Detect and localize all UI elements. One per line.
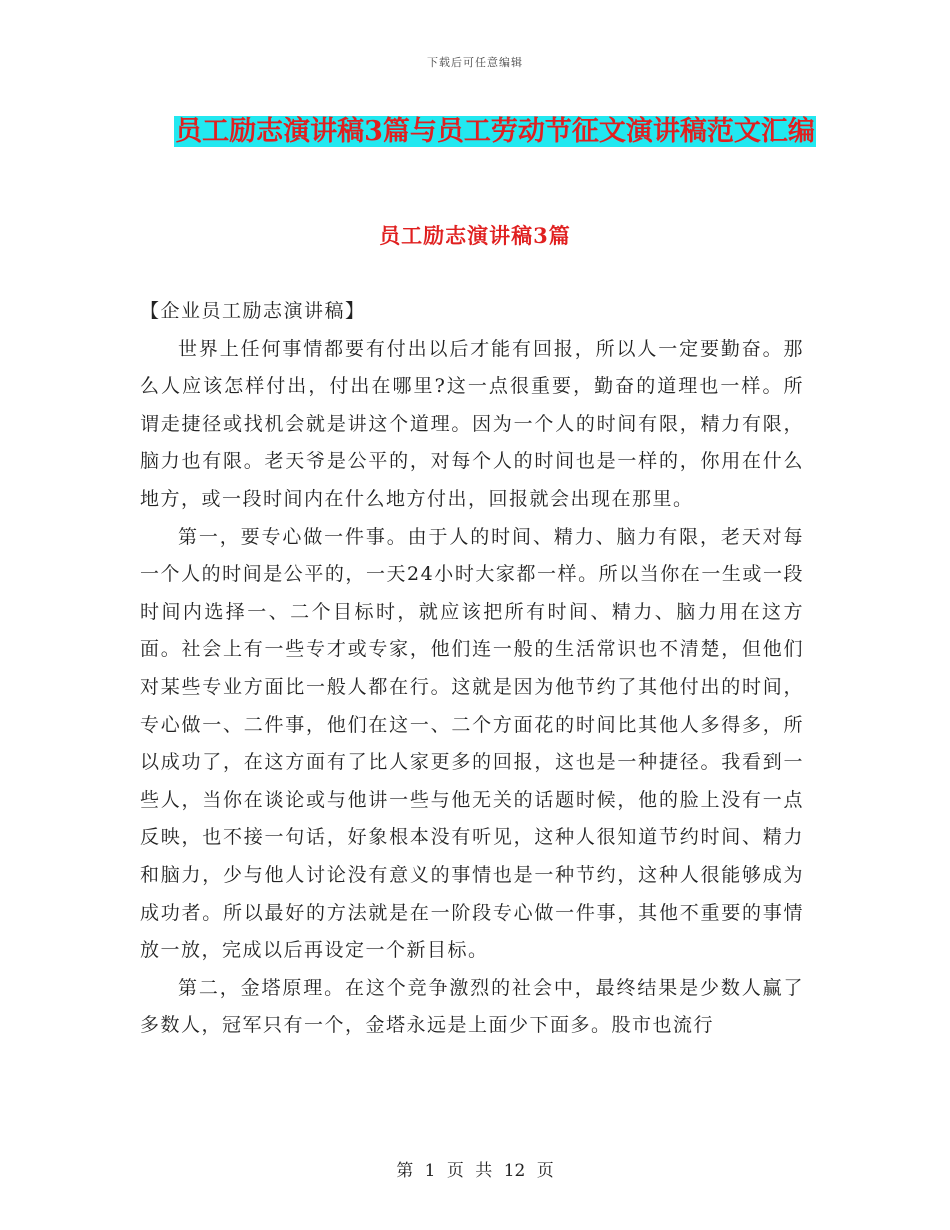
section-heading: 员工励志演讲稿3篇 [379,223,571,248]
body-paragraph: 第二，金塔原理。在这个竞争激烈的社会中，最终结果是少数人赢了多数人，冠军只有一个，金塔永远是上面少下面多。股市也流行 [140,976,804,1037]
body-paragraph: 第一，要专心做一件事。由于人的时间、精力、脑力有限，老天对每一个人的时间是公平的，一天24小时大家都一样。所以当你在一生或一段时间内选择一、二个目标时，就应该把所有时间、精力、脑力用在这方面。社会上有一些专才或专家，他们连一般的生活常识也不清楚，但他们对某些专业方面比一般人都在行。这就是因为他节约了其他付出的时间，专心做一、二件事，他们在这一、二个方面花的时间比其他人多得多，所以成功了，在这方面有了比人家更多的回报，这也是一种捷径。我看到一些人，当你在谈论或与他讲一些与他无关的话题时候，他的脸上没有一点反映，也不接一句话，好象根本没有听见，这种人很知道节约时间、精力和脑力，少与他人讨论没有意义的事情也是一种节约，这种人很能够成为成功者。所以最好的方法就是在一阶段专心做一件事，其他不重要的事情放一放，完成以后再设定一个新目标。 [140,525,804,962]
body-paragraph: 世界上任何事情都要有付出以后才能有回报，所以人一定要勤奋。那么人应该怎样付出，付出在哪里?这一点很重要，勤奋的道理也一样。所谓走捷径或找机会就是讲这个道理。因为一个人的时间有限，精力有限，脑力也有限。老天爷是公平的，对每个人的时间也是一样的，你用在什么地方，或一段时间内在什么地方付出，回报就会出现在那里。 [140,337,804,510]
page-header-note: 下载后可任意编辑 [427,56,523,69]
document-title [140,110,850,154]
document-body [140,293,804,1045]
document-title-highlight: 员工励志演讲稿3篇与员工劳动节征文演讲稿范文汇编 [175,116,815,147]
page-footer: 第 1 页 共 12 页 [396,1161,554,1181]
section-label: 【企业员工励志演讲稿】 [140,300,366,322]
